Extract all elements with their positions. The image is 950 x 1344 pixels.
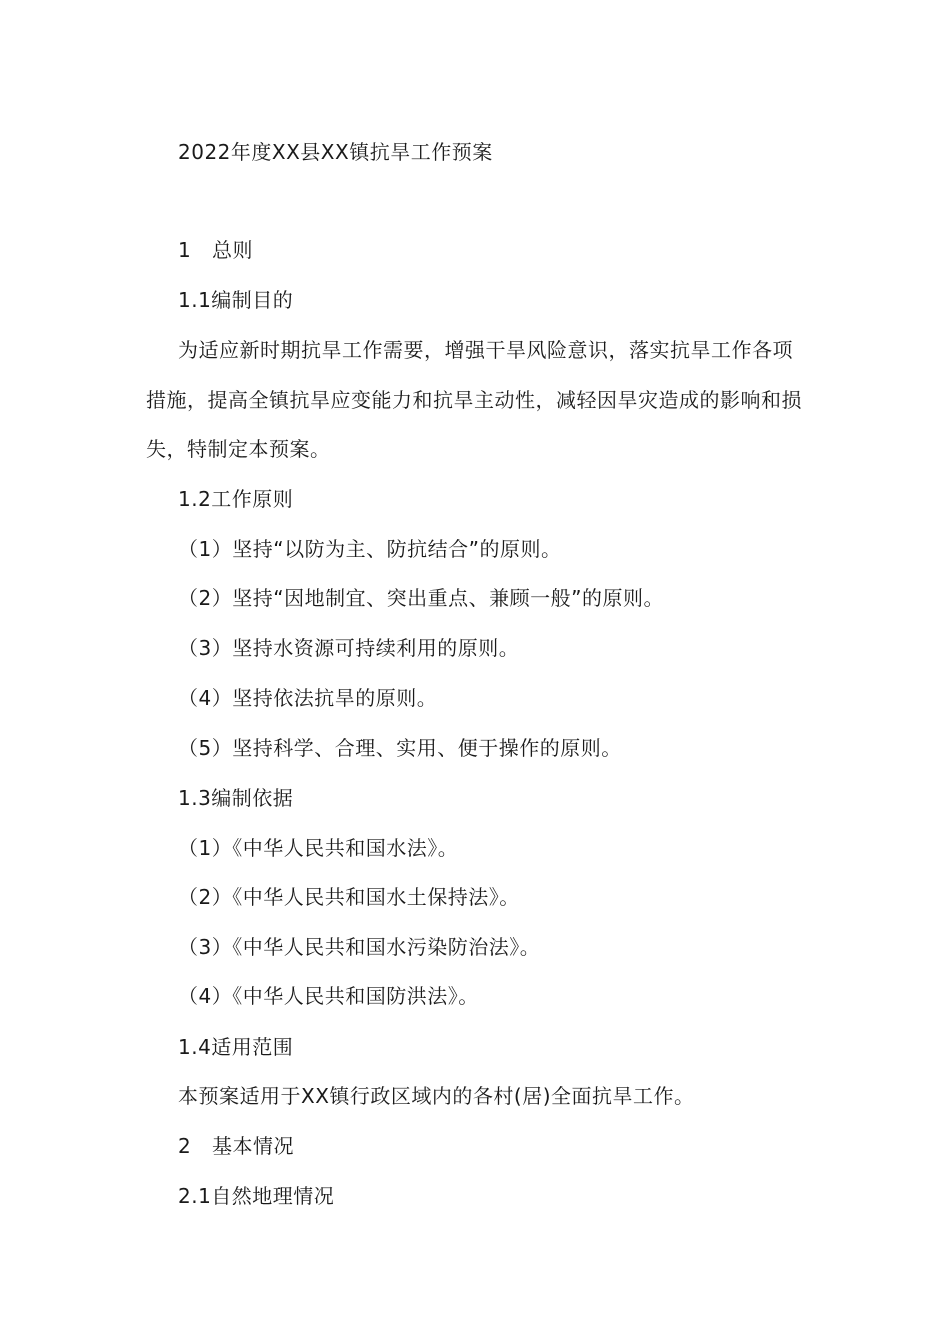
subsection-heading-1-3: 1.3编制依据 <box>178 786 294 810</box>
subsection-heading-1-4: 1.4适用范围 <box>178 1035 294 1059</box>
section-heading-2 <box>178 1132 294 1160</box>
paragraph-scope: 本预案适用于XX镇行政区域内的各村(居)全面抗旱工作。 <box>178 1084 695 1108</box>
list-item: （2）坚持“因地制宜、突出重点、兼顾一般”的原则。 <box>178 586 664 610</box>
list-item: （1）坚持“以防为主、防抗结合”的原则。 <box>178 537 562 561</box>
list-item: （5）坚持科学、合理、实用、便于操作的原则。 <box>178 736 622 760</box>
list-item: （1）《中华人民共和国水法》。 <box>178 836 459 860</box>
list-item: （3）《中华人民共和国水污染防治法》。 <box>178 935 541 959</box>
section-number: 2 <box>178 1134 192 1158</box>
section-title: 基本情况 <box>212 1134 294 1158</box>
list-item: （4）《中华人民共和国防洪法》。 <box>178 984 479 1008</box>
subsection-heading-1-1: 1.1编制目的 <box>178 288 294 312</box>
list-item: （3）坚持水资源可持续利用的原则。 <box>178 636 520 660</box>
section-heading-1 <box>178 236 253 264</box>
subsection-heading-1-2: 1.2工作原则 <box>178 487 294 511</box>
subsection-heading-2-1: 2.1自然地理情况 <box>178 1184 335 1208</box>
list-item: （2）《中华人民共和国水土保持法》。 <box>178 885 520 909</box>
list-item: （4）坚持依法抗旱的原则。 <box>178 686 438 710</box>
section-number: 1 <box>178 238 192 262</box>
document-title: 2022年度XX县XX镇抗旱工作预案 <box>178 140 493 164</box>
section-title: 总则 <box>212 238 253 262</box>
paragraph-purpose: 为适应新时期抗旱工作需要，增强干旱风险意识，落实抗旱工作各项措施，提高全镇抗旱应变能力和抗旱主动性，减轻因旱灾造成的影响和损失，特制定本预案。 <box>146 338 802 461</box>
